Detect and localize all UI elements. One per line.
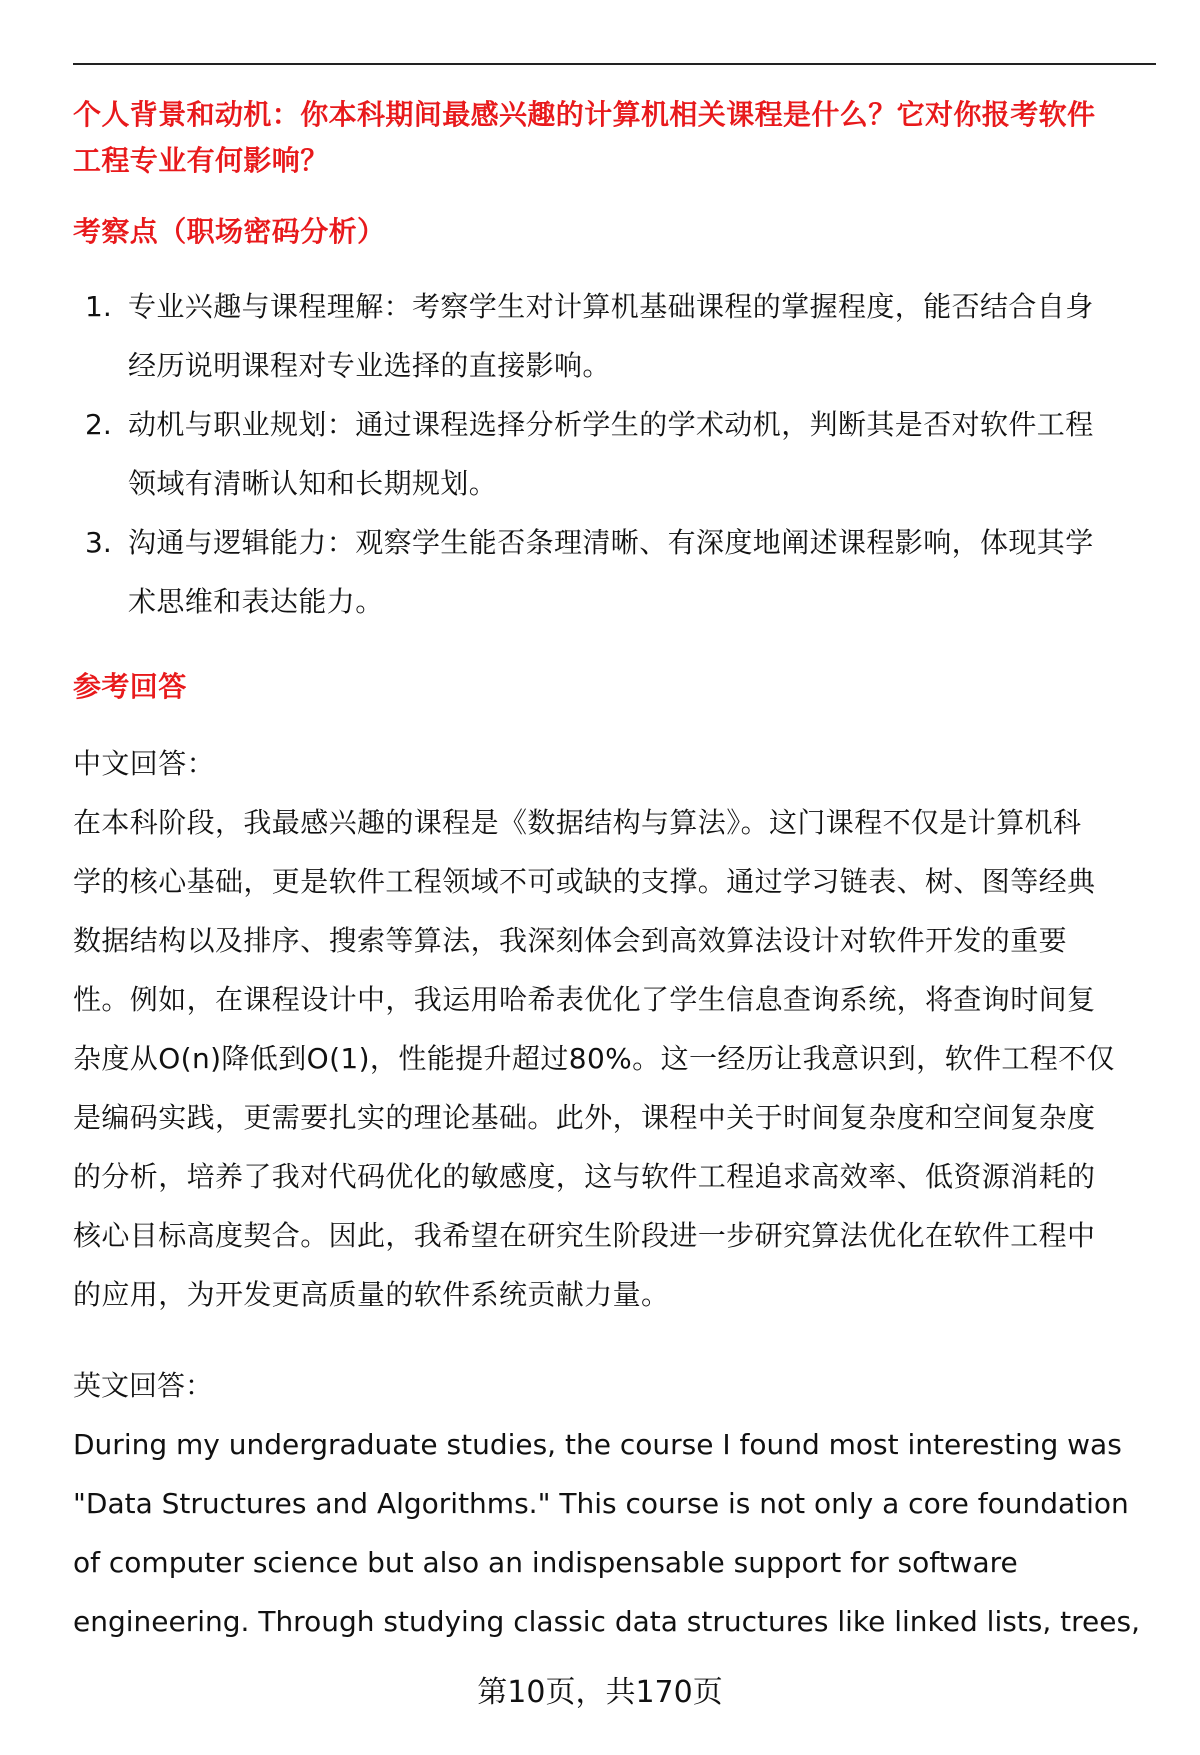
list-text: 术思维和表达能力。 [128,585,384,618]
paragraph-line: 的应用，为开发更高质量的软件系统贡献力量。 [73,1278,670,1311]
paragraph-line: During my undergraduate studies, the course I found most interesting was [73,1428,1122,1461]
list-item [73,277,1163,395]
paragraph-line: of computer science but also an indispensable support for software [73,1546,1018,1579]
question-line: 工程专业有何影响？ [73,144,329,177]
answer-label: 中文回答： [73,747,216,780]
page-number: 第10页，共170页 [477,1675,723,1710]
list-text: 沟通与逻辑能力：观察学生能否条理清晰、有深度地阐述课程影响，体现其学 [128,526,1094,559]
paragraph-line: 杂度从O(n)降低到O(1)，性能提升超过80%。这一经历让我意识到，软件工程不仅 [73,1042,1115,1075]
list-item [73,395,1163,513]
section-title: 考察点（职场密码分析） [73,215,386,248]
section-title: 参考回答 [73,670,187,703]
list-text: 动机与职业规划：通过课程选择分析学生的学术动机，判断其是否对软件工程 [128,408,1094,441]
answer-heading [73,657,1163,716]
paragraph-line: 的分析，培养了我对代码优化的敏感度，这与软件工程追求高效率、低资源消耗的 [73,1160,1096,1193]
answer-label: 英文回答： [73,1369,214,1402]
chinese-answer [73,734,1163,1324]
question-line: 个人背景和动机：你本科期间最感兴趣的计算机相关课程是什么？它对你报考软件 [73,98,1096,131]
paragraph-line: 数据结构以及排序、搜索等算法，我深刻体会到高效算法设计对软件开发的重要 [73,924,1068,957]
english-answer [73,1356,1163,1651]
list-number: 1. [85,290,112,323]
paragraph-line: "Data Structures and Algorithms." This course is not only a core foundation [73,1487,1129,1520]
list-number: 3. [85,526,112,559]
exam-points-heading [73,202,1163,261]
list-text: 专业兴趣与课程理解：考察学生对计算机基础课程的掌握程度，能否结合自身 [128,290,1094,323]
list-item [73,513,1163,631]
paragraph-line: 学的核心基础，更是软件工程领域不可或缺的支撑。通过学习链表、树、图等经典 [73,865,1096,898]
paragraph-line: 性。例如，在课程设计中，我运用哈希表优化了学生信息查询系统，将查询时间复 [73,983,1096,1016]
list-text: 领域有清晰认知和长期规划。 [128,467,498,500]
header-divider [73,63,1156,65]
paragraph-line: 在本科阶段，我最感兴趣的课程是《数据结构与算法》。这门课程不仅是计算机科 [73,806,1082,839]
paragraph-line: 核心目标高度契合。因此，我希望在研究生阶段进一步研究算法优化在软件工程中 [73,1219,1096,1252]
question-heading [73,92,1163,184]
paragraph-line: engineering. Through studying classic data structures like linked lists, trees, [73,1605,1140,1638]
paragraph-line: 是编码实践，更需要扎实的理论基础。此外，课程中关于时间复杂度和空间复杂度 [73,1101,1096,1134]
list-text: 经历说明课程对专业选择的直接影响。 [128,349,611,382]
list-number: 2. [85,408,112,441]
exam-points-list [73,277,1163,631]
